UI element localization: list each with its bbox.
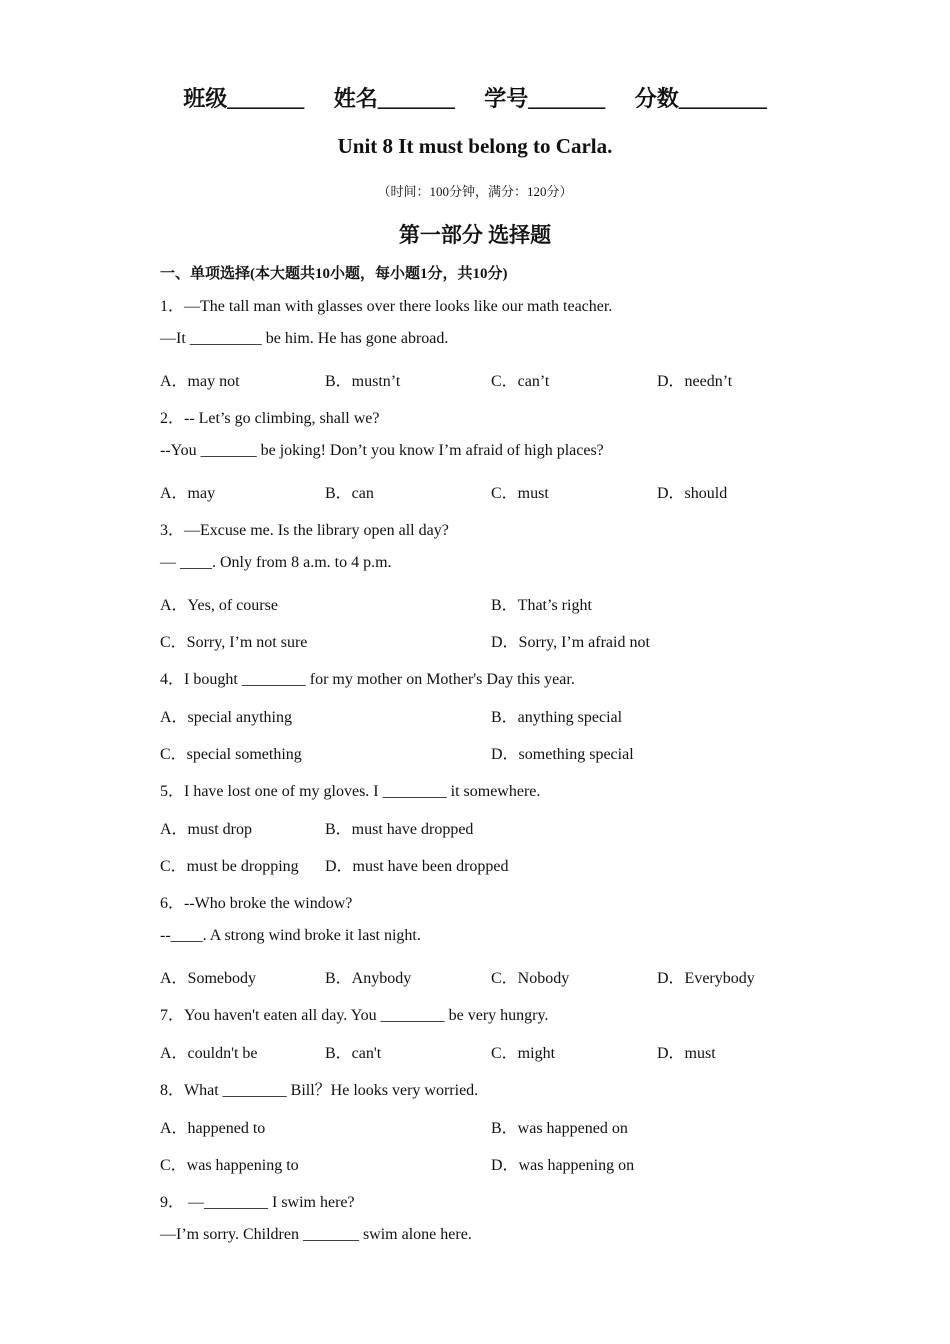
question-7-option-a: A．couldn't be — [160, 1045, 258, 1062]
question-8-option-d: D．was happening on — [491, 1157, 635, 1174]
question-4-option-a: A．special anything — [160, 709, 292, 726]
question-8-option-c: C．was happening to — [160, 1157, 299, 1174]
question-6-option-c: C．Nobody — [491, 970, 570, 987]
question-5-option-c: C．must be dropping — [160, 858, 299, 875]
question-5-stem: 5．I have lost one of my gloves. I ________ it somewhere. — [160, 783, 541, 800]
question-3-option-c: C．Sorry, I’m not sure — [160, 634, 308, 651]
question-8-option-a: A．happened to — [160, 1120, 266, 1137]
question-2-option-a: A．may — [160, 485, 216, 502]
part-title: 第一部分 选择题 — [398, 223, 552, 247]
question-4-stem: 4．I bought ________ for my mother on Mother's Day this year. — [160, 671, 575, 688]
question-5-option-b: B．must have dropped — [325, 821, 474, 838]
question-1-option-c: C．can’t — [491, 373, 550, 390]
question-6-stem: 6．--Who broke the window? — [160, 895, 353, 912]
question-7-stem: 7．You haven't eaten all day. You ________ be very hungry. — [160, 1007, 549, 1024]
class-field: 班级_______ — [183, 86, 305, 111]
question-1-option-d: D．needn’t — [657, 373, 733, 390]
question-3-line2: — ____. Only from 8 a.m. to 4 p.m. — [160, 554, 392, 571]
question-2-line2: --You _______ be joking! Don’t you know I’m afraid of high places? — [160, 442, 604, 459]
question-8-option-b: B．was happened on — [491, 1120, 628, 1137]
name-field: 姓名_______ — [333, 86, 455, 111]
question-2-stem: 2．-- Let’s go climbing, shall we? — [160, 410, 380, 427]
question-5-option-a: A．must drop — [160, 821, 253, 838]
question-7-option-d: D．must — [657, 1045, 716, 1062]
question-1-option-b: B．mustn’t — [325, 373, 401, 390]
exam-time-note: （时间：100分钟，满分：120分） — [377, 184, 573, 199]
question-4-option-c: C．special something — [160, 746, 302, 763]
question-6-line2: --____. A strong wind broke it last night. — [160, 927, 421, 944]
question-5-option-d: D．must have been dropped — [325, 858, 509, 875]
question-7-option-c: C．might — [491, 1045, 556, 1062]
student-info-header — [0, 82, 950, 113]
student-number-field: 学号_______ — [484, 86, 606, 111]
question-9-line2: —I’m sorry. Children _______ swim alone here. — [160, 1226, 472, 1243]
question-6-option-b: B．Anybody — [325, 970, 412, 987]
question-2-option-d: D．should — [657, 485, 728, 502]
question-9-stem: 9． —________ I swim here? — [160, 1194, 355, 1211]
question-1-stem: 1．—The tall man with glasses over there looks like our math teacher. — [160, 298, 613, 315]
question-3-option-d: D．Sorry, I’m afraid not — [491, 634, 650, 651]
question-4-option-d: D．something special — [491, 746, 634, 763]
question-8-stem: 8．What ________ Bill？He looks very worried. — [160, 1082, 479, 1099]
question-6-option-a: A．Somebody — [160, 970, 257, 987]
question-2-option-c: C．must — [491, 485, 549, 502]
question-4-option-b: B．anything special — [491, 709, 623, 726]
question-1-option-a: A．may not — [160, 373, 240, 390]
page-title: Unit 8 It must belong to Carla. — [337, 134, 613, 158]
question-3-option-a: A．Yes, of course — [160, 597, 278, 614]
question-7-option-b: B．can't — [325, 1045, 382, 1062]
question-6-option-d: D．Everybody — [657, 970, 755, 987]
score-field: 分数________ — [634, 86, 767, 111]
question-3-stem: 3．—Excuse me. Is the library open all day? — [160, 522, 449, 539]
question-3-option-b: B．That’s right — [491, 597, 592, 614]
section-title: 一、单项选择(本大题共10小题，每小题1分，共10分) — [160, 266, 508, 282]
question-1-line2: —It _________ be him. He has gone abroad. — [160, 330, 449, 347]
question-2-option-b: B．can — [325, 485, 374, 502]
